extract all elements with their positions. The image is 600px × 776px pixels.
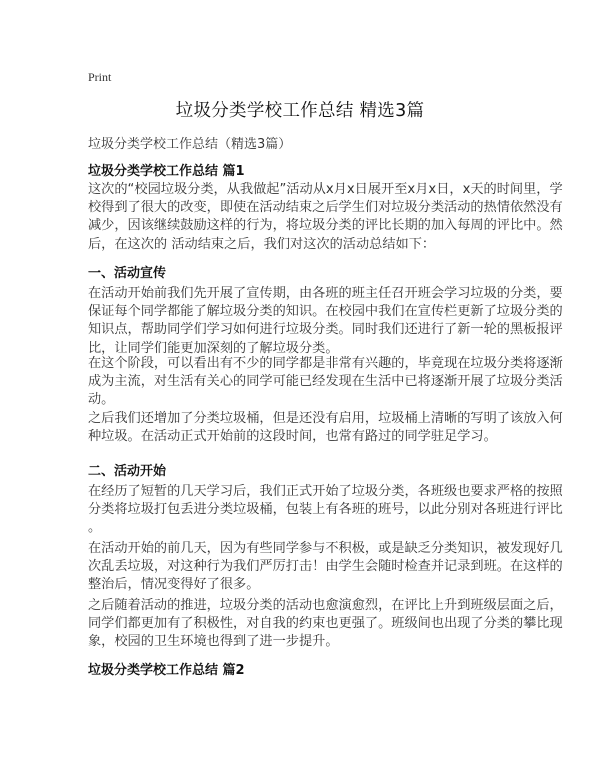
section-heading-publicity: 一、活动宣传 [88,266,167,281]
text-line: 在经历了短暂的几天学习后，我们正式开始了垃圾分类，各班级也要求严格的按照 [88,484,563,499]
text-line: 动。 [88,392,115,408]
text-line: 种垃圾。在活动正式开始前的这段时间，也常有路过的同学驻足学习。 [88,429,497,445]
paragraph [88,483,563,538]
text-line: 次乱丢垃圾，对这种行为我们严厉打击！由学生会随时检查并记录到班。在这样的 [88,559,563,575]
text-line: 之后我们还增加了分类垃圾桶，但是还没有启用，垃圾桶上清晰的写明了该放入何 [88,411,563,426]
paragraph [88,540,563,595]
text-line: 后，在这次的 活动结束之后，我们对这次的活动总结如下： [88,236,436,252]
document-subtitle: 垃圾分类学校工作总结（精选3篇） [88,137,292,152]
section-heading-part2: 垃圾分类学校工作总结 篇2 [88,663,245,678]
text-line: 整治后，情况变得好了很多。 [88,577,260,593]
text-line: 保证每个同学都能了解垃圾分类的知识。在校园中我们在宣传栏更新了垃圾分类的 [88,304,563,320]
section-heading-part1: 垃圾分类学校工作总结 篇1 [88,164,245,179]
text-line: 知识点，帮助同学们学习如何进行垃圾分类。同时我们还进行了新一轮的黑板报评 [88,322,563,338]
text-line: 在这个阶段，可以看出有不少的同学都是非常有兴趣的，毕竟现在垃圾分类将逐渐 [88,356,563,371]
text-line: 同学们都更加有了积极性，对自我的约束也更强了。班级间也出现了分类的攀比现 [88,616,563,632]
text-line: 减少，因该继续鼓励这样的行为，将垃圾分类的评比长期的加入每周的评比中。然 [88,218,563,234]
print-label[interactable]: Print [88,70,112,84]
paragraph [88,285,563,358]
text-line: 成为主流，对生活有关心的同学可能已经发现在生活中已将逐渐开展了垃圾分类活 [88,374,563,390]
text-line: 比，让同学们能更加深刻的了解垃圾分类。 [88,340,339,356]
intro-paragraph [88,181,563,254]
text-line: 分类将垃圾打包丢进分类垃圾桶，包装上有各班的班号，以此分别对各班进行评比 [88,502,563,518]
text-line: 象，校园的卫生环境也得到了进一步提升。 [88,634,339,650]
text-line: 在活动开始的前几天，因为有些同学参与不积极，或是缺乏分类知识，被发现好几 [88,541,563,556]
page-title: 垃圾分类学校工作总结 精选3篇 [175,101,425,121]
paragraph [88,410,563,446]
text-line: 校得到了很大的改变，即使在活动结束之后学生们对垃圾分类活动的热情依然没有 [88,200,563,216]
paragraph [88,355,563,410]
text-line: 这次的“校园垃圾分类，从我做起”活动从x月x日展开至x月x日，x天的时间里，学 [88,182,563,197]
text-line: 之后随着活动的推进，垃圾分类的活动也愈演愈烈，在评比上升到班级层面之后， [88,598,563,613]
text-line: 在活动开始前我们先开展了宣传期，由各班的班主任召开班会学习垃圾的分类，要 [88,286,563,301]
section-heading-start: 二、活动开始 [88,464,167,479]
text-line: 。 [88,520,102,536]
paragraph [88,597,563,652]
